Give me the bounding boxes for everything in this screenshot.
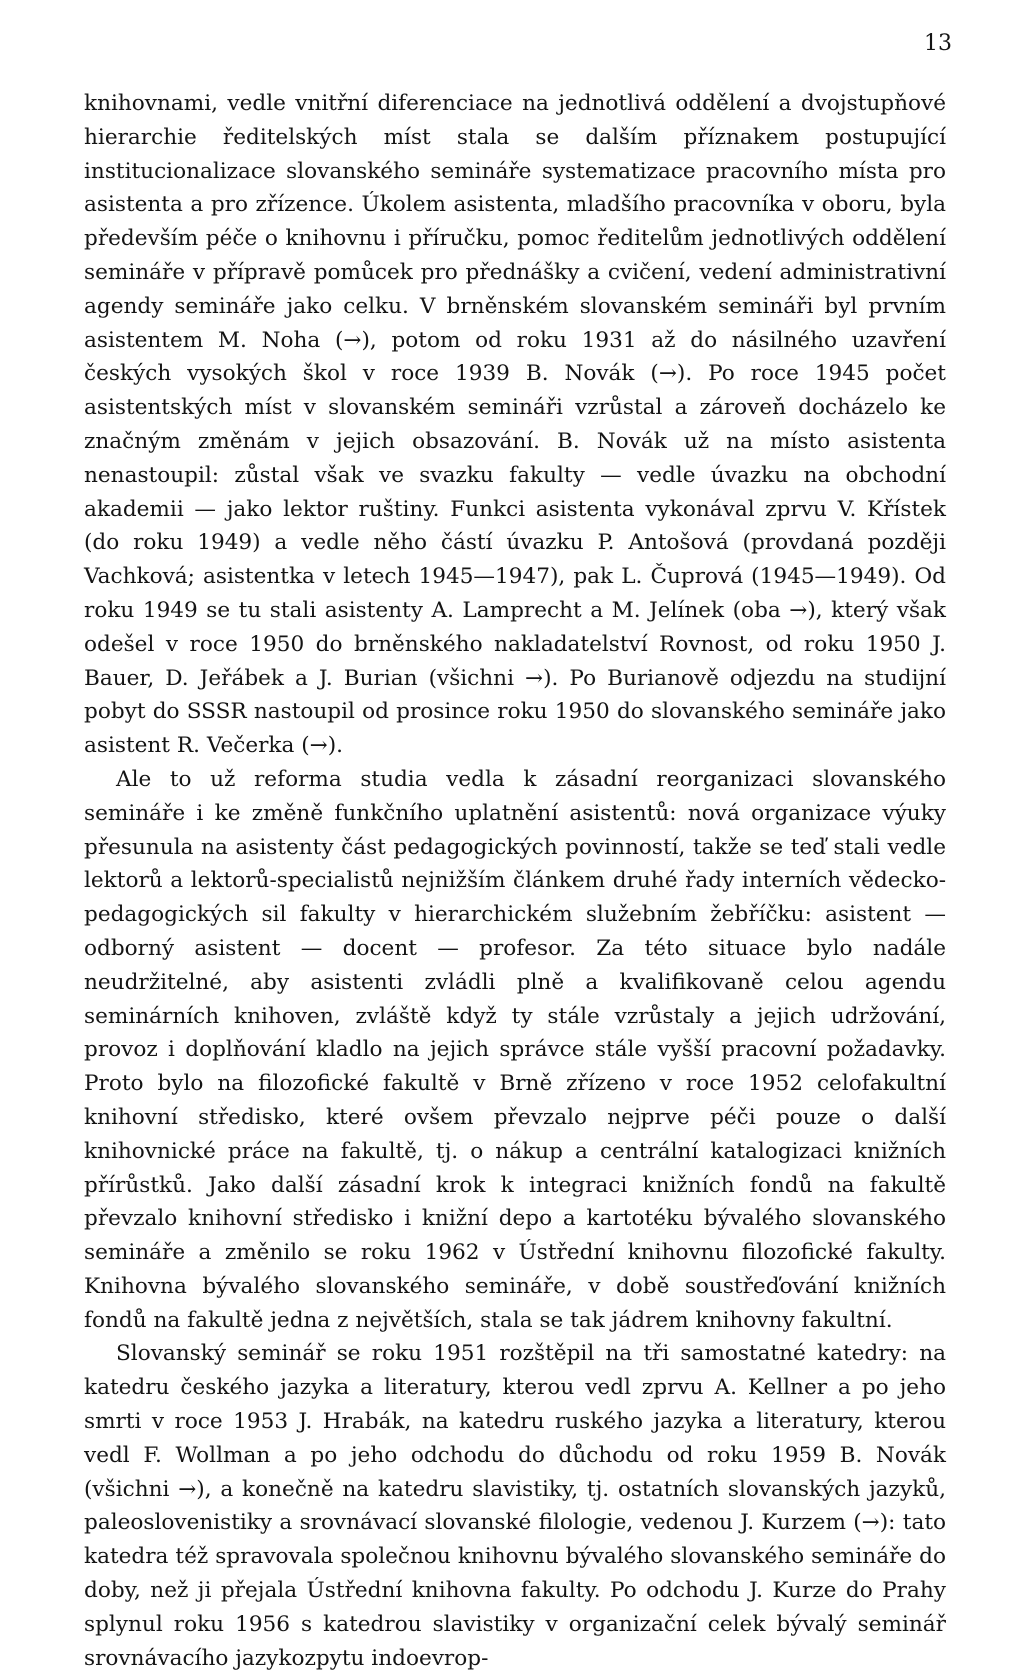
paragraph-2: Ale to už reforma studia vedla k zásadní reorganizaci slovanského semináře i ke změně funkčního uplatnění asistentů: nová organizace výuky přesunula na asistenty část pedagogických povinností, takže se teď stali vedle lektorů a lektorů-specialistů nejnižším článkem druhé řady interních vědecko-pedagogických sil fakulty v hierarchickém služebním žebříčku: asistent — odborný asistent — docent — profesor. Za této situace bylo nadále neudržitelné, aby asistenti zvládli plně a kvalifikovaně celou agendu seminárních knihoven, zvláště když ty stále vzrůstaly a jejich udržování, provoz i doplňování kladlo na jejich správce stále vyšší pracovní požadavky. Proto bylo na filozofické fakultě v Brně zřízeno v roce 1952 celofakultní knihovní středisko, které ovšem převzalo nejprve péči pouze o další knihovnické práce na fakultě, tj. o nákup a centrální katalogizaci knižních přírůstků. Jako další zásadní krok k integraci knižních fondů na fakultě převzalo knihovní středisko i knižní depo a kartotéku bývalého slovanského semináře a změnilo se roku 1962 v Ústřední knihovnu filozofické fakulty. Knihovna bývalého slovanského semináře, v době soustřeďování knižních fondů na fakultě jedna z největších, stala se tak jádrem knihovny fakultní.: [84, 766, 946, 1333]
paragraph-1: knihovnami, vedle vnitřní diferenciace na jednotlivá oddělení a dvojstupňové hierarchie ředitelských míst stala se dalším příznakem postupující institucionalizace slovanského semináře systematizace pracovního místa pro asistenta a pro zřízence. Úkolem asistenta, mladšího pracovníka v oboru, byla především péče o knihovnu i příručku, pomoc ředitelům jednotlivých oddělení semináře v přípravě pomůcek pro přednášky a cvičení, vedení administrativní agendy semináře jako celku. V brněnském slovanském semináři byl prvním asistentem M. Noha (→), potom od roku 1931 až do násilného uzavření českých vysokých škol v roce 1939 B. Novák (→). Po roce 1945 počet asistentských míst v slovanském semináři vzrůstal a zároveň docházelo ke značným změnám v jejich obsazování. B. Novák už na místo asistenta nenastoupil: zůstal však ve svazku fakulty — vedle úvazku na obchodní akademii — jako lektor ruštiny. Funkci asistenta vykonával zprvu V. Křístek (do roku 1949) a vedle něho částí úvazku P. Antošová (provdaná později Vachková; asistentka v letech 1945—1947), pak L. Čuprová (1945—1949). Od roku 1949 se tu stali asistenty A. Lamprecht a M. Jelínek (oba →), který však odešel v roce 1950 do brněnského nakladatelství Rovnost, od roku 1950 J. Bauer, D. Jeřábek a J. Burian (všichni →). Po Burianově odjezdu na studijní pobyt do SSSR nastoupil od prosince roku 1950 do slovanského semináře jako asistent R. Večerka (→).: [84, 91, 946, 759]
body-text: [84, 87, 946, 1675]
page-number: 13: [924, 31, 952, 56]
paragraph-3: Slovanský seminář se roku 1951 rozštěpil na tři samostatné katedry: na katedru českého jazyka a literatury, kterou vedl zprvu A. Kellner a po jeho smrti v roce 1953 J. Hrabák, na katedru ruského jazyka a literatury, kterou vedl F. Wollman a po jeho odchodu do důchodu od roku 1959 B. Novák (všichni →), a konečně na katedru slavistiky, tj. ostatních slovanských jazyků, paleoslovenistiky a srovnávací slovanské filologie, vedenou J. Kurzem (→): tato katedra též spravovala společnou knihovnu bývalého slovanského semináře do doby, než ji přejala Ústřední knihovna fakulty. Po odchodu J. Kurze do Prahy splynul roku 1956 s katedrou slavistiky v organizační celek bývalý seminář srovnávacího jazykozpytu indoevrop-: [84, 1341, 946, 1671]
